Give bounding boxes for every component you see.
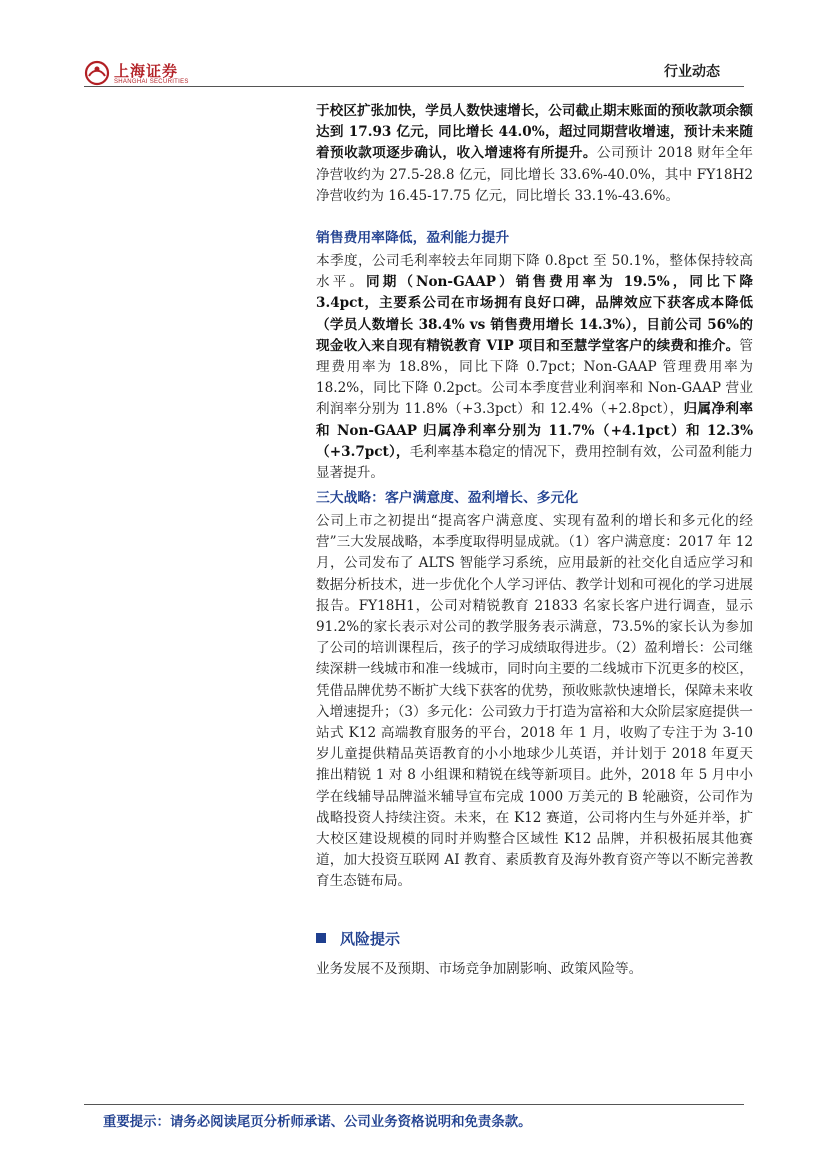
para-text: 本季度，公司毛利率较去年同期下降 0.8pct 至 50.1%，整体保持较高水平。 bbox=[316, 253, 753, 291]
logo-text-cn: 上海证券 bbox=[114, 62, 179, 80]
section-strategy bbox=[316, 488, 753, 893]
para-bold-text: 同期（Non-GAAP）销售费用率为 19.5%，同比下降 3.4pct，主要系公司在市场拥有良好口碑，品牌效应下获客成本降低（学员人数增长 38.4% vs 销售费用增长 14.3%），目前公司 56%的现金收入来自现有精锐教育 VIP 项目和至慧学堂客户的续费和推介。 bbox=[316, 274, 754, 354]
section-title: 销售费用率降低，盈利能力提升 bbox=[316, 230, 510, 246]
para-text: 毛利率基本稳定的情况下，费用控制有效，公司盈利能力显著提升。 bbox=[316, 443, 753, 482]
section-title: 三大战略：客户满意度、盈利增长、多元化 bbox=[316, 490, 579, 506]
logo-emblem-icon bbox=[84, 60, 110, 86]
risk-text: 业务发展不及预期、市场竞争加剧影响、政策风险等。 bbox=[316, 961, 643, 977]
para-text: 管理费用率为 18.8%，同比下降 0.7pct；Non-GAAP 管理费用率为 18.2%，同比下降 0.2pct。公司本季度营业利润率和 Non-GAAP 营业利润率分别为 11.8%（+3.3pct）和 12.4%（+2.8pct）， bbox=[316, 337, 753, 418]
section-sales-expense bbox=[316, 228, 753, 484]
intro-text: 公司预计 2018 财年全年净营收约为 27.5-28.8 亿元，同比增长 33.6%-40.0%，其中 FY18H2 净营收约为 16.45-17.75 亿元，同比增长 33.1%-43.6%。 bbox=[316, 145, 753, 204]
logo-text-en: SHANGHAI SECURITIES bbox=[114, 79, 189, 85]
intro-bold-text: 于校区扩张加快，学员人数快速增长，公司截止期末账面的预收款项余额达到 17.93 亿元，同比增长 44.0%，超过同期营收增速，预计未来随着预收款项逐步确认，收入增速将有所提升。 bbox=[316, 103, 753, 162]
section-paragraph: 公司上市之初提出“提高客户满意度、实现有盈利的增长和多元化的经营”三大发展战略，本季度取得明显成就。（1）客户满意度：2017 年 12 月，公司发布了 ALTS 智能学习系统，应用最新的社交化自适应学习和数据分析技术，进一步优化个人学习评估、教学计划和可视化的学习进展报告。FY18H1，公司对精锐教育 21833 名家长客户进行调查，显示 91.2%的家长表示对公司的教学服务表示满意，73.5%的家长认为参加了公司的培训课程后，孩子的学习成绩取得进步。（2）盈利增长：公司继续深耕一线城市和准一线城市，同时向主要的二线城市下沉更多的校区，凭借品牌优势不断扩大线下获客的优势，预收账款快速增长，保障未来收入增速提升；（3）多元化：公司致力于打造为富裕和大众阶层家庭提供一站式 K12 高端教育服务的平台，2018 年 1 月，收购了专注于为 3-10 岁儿童提供精品英语教育的小小地球少儿英语，并计划于 2018 年夏天推出精锐 1 对 8 小组课和精锐在线等新项目。此外，2018 年 5 月中小学在线辅导品牌溢米辅导宣布完成 1000 万美元的 B 轮融资，公司作为战略投资人持续注资。未来，在 K12 赛道，公司将内生与外延并举，扩大校区建设规模的同时并购整合区域性 K12 品牌，并积极拓展其他赛道，加大投资互联网 AI 教育、素质教育及海外教育资产等以不断完善教育生态链布局。 bbox=[316, 513, 753, 890]
risk-title: 风险提示 bbox=[340, 930, 401, 948]
disclaimer-notice: 重要提示：请务必阅读尾页分析师承诺、公司业务资格说明和免责条款。 bbox=[103, 1115, 532, 1130]
intro-paragraph bbox=[316, 101, 753, 207]
header-divider bbox=[84, 86, 744, 87]
footer-divider bbox=[84, 1104, 744, 1105]
section-paragraph bbox=[316, 251, 753, 484]
para-bold-text: 归属净利率和 Non-GAAP 归属净利率分别为 11.7%（+4.1pct）和 12.3%（+3.7pct）， bbox=[316, 401, 753, 460]
square-bullet-icon bbox=[316, 933, 326, 943]
risk-heading bbox=[316, 928, 400, 949]
report-type-tag: 行业动态 bbox=[664, 64, 720, 80]
